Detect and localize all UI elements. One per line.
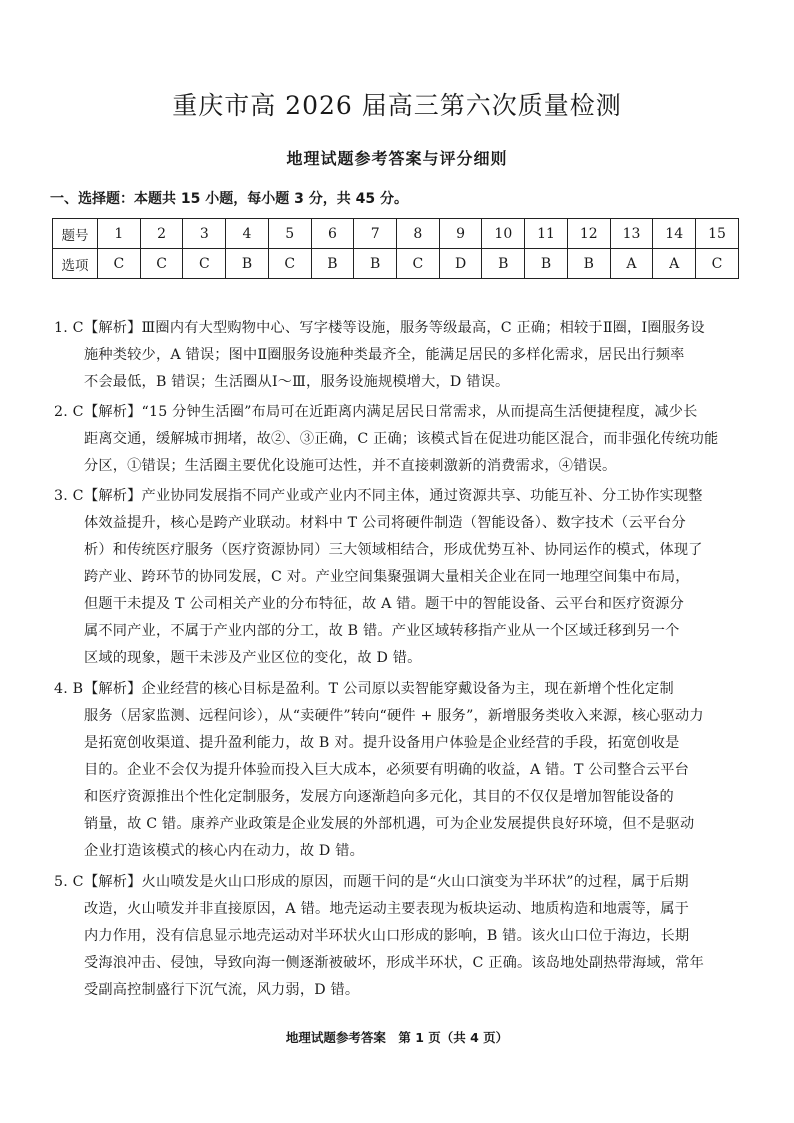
table-cell: 10 (482, 219, 525, 249)
table-cell: 5 (268, 219, 311, 249)
row-label-answer: 选项 (53, 249, 98, 279)
explanation-number: 1. C (54, 320, 84, 336)
table-cell: 13 (610, 219, 653, 249)
explanation-line: 和医疗资源推出个性化定制服务，发展方向逐渐趋向多元化，其目的不仅仅是增加智能设备的 (84, 789, 674, 805)
explanation-line: 跨产业、跨环节的协同发展，C 对。产业空间集聚强调大量相关企业在同一地理空间集中布局， (84, 569, 690, 585)
table-cell: C (98, 249, 141, 279)
explanation-1 (54, 315, 744, 396)
table-cell: 8 (397, 219, 440, 249)
table-cell: C (268, 249, 311, 279)
explanation-line: 内力作用，没有信息显示地壳运动对半环状火山口形成的影响，B 错。该火山口位于海边，长期 (84, 928, 690, 944)
table-cell: 2 (140, 219, 183, 249)
table-cell: 6 (311, 219, 354, 249)
explanation-line: 改造，火山喷发并非直接原因，A 错。地壳运动主要表现为板块运动、地质构造和地震等，属于 (84, 901, 690, 917)
table-cell: B (354, 249, 397, 279)
explanation-line: 但题干未提及 T 公司相关产业的分布特征，故 A 错。题干中的智能设备、云平台和医疗资源分 (84, 596, 685, 612)
explanation-line: 受海浪冲击、侵蚀，导致向海一侧逐渐被破坏，形成半环状，C 正确。该岛地处副热带海域，常年 (84, 955, 705, 971)
explanation-line: 受副高控制盛行下沉气流，风力弱，D 错。 (84, 982, 360, 998)
explanation-line: 企业打造该模式的核心内在动力，故 D 错。 (84, 843, 364, 859)
row-label-number: 题号 (53, 219, 98, 249)
explanation-line: 施种类较少，A 错误；图中Ⅱ圈服务设施种类最齐全，能满足居民的多样化需求，居民出行频率 (84, 347, 685, 363)
explanation-line: 距离交通，缓解城市拥堵，故②、③正确，C 正确；该模式旨在促进功能区混合，而非强化传统功能 (84, 431, 719, 447)
table-cell: 3 (183, 219, 226, 249)
table-cell: 11 (525, 219, 568, 249)
explanation-line: 是拓宽创收渠道、提升盈利能力，故 B 对。提升设备用户体验是企业经营的手段，拓宽创收是 (84, 735, 680, 751)
table-cell: 7 (354, 219, 397, 249)
table-cell: A (610, 249, 653, 279)
table-cell: B (482, 249, 525, 279)
table-cell: B (226, 249, 269, 279)
table-row-answers (53, 249, 739, 279)
explanation-line: 析）和传统医疗服务（医疗资源协同）三大领域相结合，形成优势互补、协同运作的模式，体现了 (84, 542, 703, 558)
table-cell: C (183, 249, 226, 279)
explanation-3 (54, 483, 744, 672)
table-cell: 14 (653, 219, 696, 249)
table-cell: 15 (696, 219, 739, 249)
page-subtitle: 地理试题参考答案与评分细则 (286, 149, 508, 168)
explanation-number: 5. C (54, 874, 84, 890)
explanation-line: 【解析】企业经营的核心目标是盈利。T 公司原以卖智能穿戴设备为主，现在新增个性化定制 (84, 681, 674, 697)
explanation-line: 【解析】产业协同发展指不同产业或产业内不同主体，通过资源共享、功能互补、分工协作实现整 (84, 488, 703, 504)
explanation-line: 【解析】火山喷发是火山口形成的原因，而题干问的是“火山口演变为半环状”的过程，属于后期 (84, 874, 689, 890)
table-cell: 1 (98, 219, 141, 249)
explanation-line: 不会最低，B 错误；生活圈从Ⅰ～Ⅲ，服务设施规模增大，D 错误。 (84, 374, 510, 390)
table-cell: 9 (439, 219, 482, 249)
table-cell: A (653, 249, 696, 279)
table-cell: 4 (226, 219, 269, 249)
explanation-number: 3. C (54, 488, 84, 504)
table-cell: B (525, 249, 568, 279)
section-heading: 一、选择题：本题共 15 小题，每小题 3 分，共 45 分。 (50, 191, 408, 207)
explanation-2 (54, 399, 744, 480)
explanation-line: 【解析】“15 分钟生活圈”布局可在近距离内满足居民日常需求，从而提高生活便捷程度，减少长 (84, 404, 698, 420)
table-cell: C (696, 249, 739, 279)
table-cell: 12 (567, 219, 610, 249)
explanation-line: 分区，①错误；生活圈主要优化设施可达性，并不直接刺激新的消费需求，④错误。 (84, 458, 617, 474)
explanation-line: 销量，故 C 错。康养产业政策是企业发展的外部机遇，可为企业发展提供良好环境，但不是驱动 (84, 816, 695, 832)
page-footer: 地理试题参考答案 第 1 页（共 4 页） (285, 1030, 509, 1045)
explanation-line: 属不同产业，不属于产业内部的分工，故 B 错。产业区域转移指产业从一个区域迁移到另一个 (84, 623, 680, 639)
explanation-line: 服务（居家监测、远程问诊），从“卖硬件”转向“硬件 + 服务”，新增服务类收入来源，核心驱动力 (84, 708, 704, 724)
answer-table (52, 218, 739, 279)
table-cell: B (311, 249, 354, 279)
explanation-number: 4. B (54, 681, 84, 697)
table-row-numbers (53, 219, 739, 249)
table-cell: C (140, 249, 183, 279)
explanation-5 (54, 869, 744, 1004)
explanation-line: 目的。企业不会仅为提升体验而投入巨大成本，必须要有明确的收益，A 错。T 公司整合云平台 (84, 762, 690, 778)
table-cell: B (567, 249, 610, 279)
explanation-line: 【解析】Ⅲ圈内有大型购物中心、写字楼等设施，服务等级最高，C 正确；相较于Ⅱ圈，Ⅰ圈服务设 (84, 320, 705, 336)
explanation-line: 区域的现象，题干未涉及产业区位的变化，故 D 错。 (84, 650, 422, 666)
explanation-4 (54, 676, 744, 865)
page-title: 重庆市高 2026 届高三第六次质量检测 (172, 91, 622, 120)
explanation-number: 2. C (54, 404, 84, 420)
explanation-line: 体效益提升，核心是跨产业联动。材料中 T 公司将硬件制造（智能设备）、数字技术（云平台分 (84, 515, 686, 531)
table-cell: D (439, 249, 482, 279)
table-cell: C (397, 249, 440, 279)
